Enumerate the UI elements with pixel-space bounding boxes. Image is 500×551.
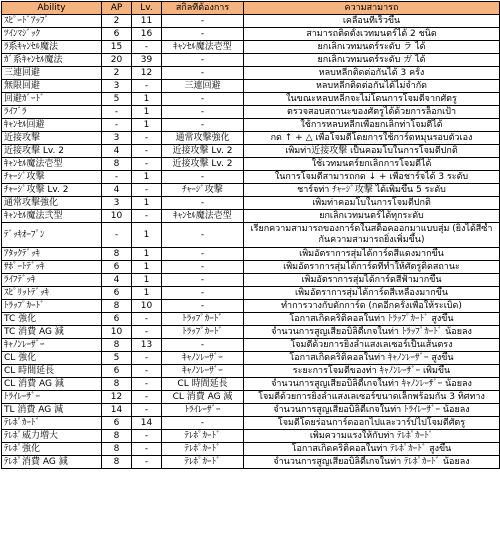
description-cell: เพิ่มความแรงให้กับท่า ﾃﾚﾎﾟｶｰﾄﾞ xyxy=(244,430,500,443)
description-cell: ในขณะหลบหลีกจะไม่โดนการโจมตีจากศัตรู xyxy=(244,93,500,106)
header-ability: Ability xyxy=(2,2,102,15)
level-cell: 16 xyxy=(132,28,162,41)
ability-table-container xyxy=(1,1,499,469)
required-skill-cell: ｷｬﾝｾﾙ魔法壱型 xyxy=(162,41,244,54)
level-cell: 14 xyxy=(132,417,162,430)
description-cell: ใช้เวทมนตร์ยกเลิกการโจมตีได้ xyxy=(244,158,500,171)
description-cell: โจมตีด้วยการยิงลำแสงเลเซอร์ขนาดเล็กพร้อมกัน 3 ทิศทาง xyxy=(244,391,500,404)
table-row xyxy=(2,313,500,326)
required-skill-cell: - xyxy=(162,287,244,300)
level-cell: 1 xyxy=(132,223,162,248)
table-header xyxy=(2,2,500,15)
ap-cell: 8 xyxy=(102,339,132,352)
level-cell: - xyxy=(132,352,162,365)
description-cell: จำนวนการสูญเสียอบิลิตี้เกจในท่า ﾄﾗｯﾌﾟｶｰﾄﾞ น้อยลง xyxy=(244,326,500,339)
ap-cell: - xyxy=(102,119,132,132)
ability-name-cell: ｶﾞ系ｷｬﾝｾﾙ魔法 xyxy=(2,54,102,67)
table-row xyxy=(2,287,500,300)
ap-cell: 2 xyxy=(102,15,132,28)
header-required-skill: สกิลที่ต้องการ xyxy=(162,2,244,15)
ability-name-cell: 三連回避 xyxy=(2,67,102,80)
description-cell: จำนวนการสูญเสียอบิลิตี้เกจในท่า ｷｬﾉﾝﾚｰｻﾞｰ น้อยลง xyxy=(244,378,500,391)
description-cell: ยกเลิกเวทมนตร์ได้ทุกระดับ xyxy=(244,210,500,223)
required-skill-cell: - xyxy=(162,67,244,80)
required-skill-cell: - xyxy=(162,106,244,119)
required-skill-cell: ﾃﾚﾎﾟｶｰﾄﾞ xyxy=(162,456,244,469)
required-skill-cell: - xyxy=(162,54,244,67)
table-row xyxy=(2,41,500,54)
table-row xyxy=(2,274,500,287)
level-cell: - xyxy=(132,365,162,378)
required-skill-cell: - xyxy=(162,417,244,430)
ap-cell: 6 xyxy=(102,287,132,300)
ap-cell: 6 xyxy=(102,28,132,41)
level-cell: 1 xyxy=(132,119,162,132)
level-cell: - xyxy=(132,404,162,417)
ap-cell: 3 xyxy=(102,197,132,210)
required-skill-cell: - xyxy=(162,171,244,184)
level-cell: - xyxy=(132,41,162,54)
ap-cell: 8 xyxy=(102,443,132,456)
ability-name-cell: ﾃﾚﾎﾟ消費 AG 減 xyxy=(2,456,102,469)
ap-cell: 3 xyxy=(102,132,132,145)
ap-cell: 6 xyxy=(102,417,132,430)
description-cell: เพิ่มท่าคอมโบในการโจมตีปกติ xyxy=(244,197,500,210)
required-skill-cell: ｷｬﾝｾﾙ魔法壱型 xyxy=(162,210,244,223)
description-cell: เพิ่มอัตราการสุ่มได้การ์ดสีฟ้ามากขึ้น xyxy=(244,274,500,287)
ability-name-cell: ｽﾋﾟｰﾄﾞｱｯﾌﾟ xyxy=(2,15,102,28)
level-cell: 39 xyxy=(132,54,162,67)
ability-name-cell: TC 強化 xyxy=(2,313,102,326)
required-skill-cell: - xyxy=(162,28,244,41)
level-cell: - xyxy=(132,326,162,339)
ability-name-cell: CL 時間延長 xyxy=(2,365,102,378)
ap-cell: 10 xyxy=(102,210,132,223)
description-cell: ยกเลิกเวทมนตร์ระดับ ラ ได้ xyxy=(244,41,500,54)
level-cell: - xyxy=(132,145,162,158)
table-row xyxy=(2,106,500,119)
description-cell: โอกาสเกิดคริติคอลในท่า ﾃﾚﾎﾟｶｰﾄﾞ สูงขึ้น xyxy=(244,443,500,456)
ap-cell: 2 xyxy=(102,67,132,80)
required-skill-cell: ﾄﾗｯﾌﾟｶｰﾄﾞ xyxy=(162,313,244,326)
description-cell: เรียกความสามารถของการ์ดในสต็อคออกมาแบบสุ่ม (ยิ่งได้สีซ้ำกันความสามารถยิ่งเพิ่มขึ้น) xyxy=(244,223,500,248)
table-body xyxy=(2,15,500,469)
header-row xyxy=(2,2,500,15)
required-skill-cell: 三連回避 xyxy=(162,80,244,93)
ap-cell: 4 xyxy=(102,184,132,197)
level-cell: 1 xyxy=(132,261,162,274)
required-skill-cell: - xyxy=(162,248,244,261)
level-cell: 1 xyxy=(132,106,162,119)
required-skill-cell: - xyxy=(162,261,244,274)
ap-cell: 6 xyxy=(102,365,132,378)
level-cell: 1 xyxy=(132,287,162,300)
ability-name-cell: TC 消費 AG 減 xyxy=(2,326,102,339)
required-skill-cell: ﾄﾗｯﾌﾟｶｰﾄﾞ xyxy=(162,326,244,339)
ap-cell: 8 xyxy=(102,430,132,443)
ap-cell: 8 xyxy=(102,300,132,313)
header-ability-description: ความสามารถ xyxy=(244,2,500,15)
required-skill-cell: CL 時間延長 xyxy=(162,378,244,391)
description-cell: ทำการวางกับดักการ์ด (กดอีกครั้งเพื่อให้ระเบิด) xyxy=(244,300,500,313)
ability-name-cell: ﾄﾗｯﾌﾟｶｰﾄﾞ xyxy=(2,300,102,313)
ability-name-cell: ﾗｲﾌﾞﾗ xyxy=(2,106,102,119)
ability-name-cell: ﾁｬｰｼﾞ攻撃 xyxy=(2,171,102,184)
description-cell: จำนวนการสูญเสียอบิลิตี้เกจในท่า ﾃﾚﾎﾟｶｰﾄﾞ น้อยลง xyxy=(244,456,500,469)
required-skill-cell: ｷｬﾉﾝﾚｰｻﾞｰ xyxy=(162,352,244,365)
ap-cell: - xyxy=(102,106,132,119)
table-row xyxy=(2,352,500,365)
required-skill-cell: ﾄﾗｲﾚｰｻﾞｰ xyxy=(162,404,244,417)
required-skill-cell: - xyxy=(162,223,244,248)
table-row xyxy=(2,132,500,145)
table-row xyxy=(2,80,500,93)
required-skill-cell: 近接攻撃 Lv. 2 xyxy=(162,145,244,158)
level-cell: - xyxy=(132,443,162,456)
level-cell: - xyxy=(132,456,162,469)
description-cell: หลบหลีกติดต่อกันได้ไม่จำกัด xyxy=(244,80,500,93)
ability-name-cell: 通常攻撃強化 xyxy=(2,197,102,210)
level-cell: 1 xyxy=(132,248,162,261)
level-cell: - xyxy=(132,391,162,404)
table-row xyxy=(2,119,500,132)
table-row xyxy=(2,28,500,41)
table-row xyxy=(2,210,500,223)
description-cell: หลบหลีกติดต่อกันได้ 3 ครั้ง xyxy=(244,67,500,80)
ap-cell: 4 xyxy=(102,274,132,287)
ap-cell: 3 xyxy=(102,80,132,93)
required-skill-cell: ﾃﾚﾎﾟｶｰﾄﾞ xyxy=(162,443,244,456)
ap-cell: 8 xyxy=(102,158,132,171)
ap-cell: 10 xyxy=(102,326,132,339)
ability-name-cell: ｽﾋﾟﾘｯﾄﾃﾞｯｷ xyxy=(2,287,102,300)
ability-name-cell: 近接攻撃 Lv. 2 xyxy=(2,145,102,158)
table-row xyxy=(2,197,500,210)
description-cell: เพิ่มอัตราการสุ่มได้การ์ดสีแดงมากขึ้น xyxy=(244,248,500,261)
required-skill-cell: ｷｬﾉﾝﾚｰｻﾞｰ xyxy=(162,365,244,378)
description-cell: โจมตีโดยร่อนการ์ดออกไปและวาร์ปไปโจมตีศัตรู xyxy=(244,417,500,430)
level-cell: 1 xyxy=(132,93,162,106)
table-row xyxy=(2,54,500,67)
description-cell: เพิ่มท่า近接攻撃 เป็นคอมโบในการโจมตีปกติ xyxy=(244,145,500,158)
level-cell: - xyxy=(132,430,162,443)
table-row xyxy=(2,404,500,417)
description-cell: เคลื่อนที่เร็วขึ้น xyxy=(244,15,500,28)
required-skill-cell: 近接攻撃 Lv. 2 xyxy=(162,158,244,171)
header-ap: AP xyxy=(102,2,132,15)
required-skill-cell: - xyxy=(162,274,244,287)
table-row xyxy=(2,417,500,430)
ability-name-cell: ｷｬﾉﾝﾚｰｻﾞｰ xyxy=(2,339,102,352)
description-cell: ใช้การหลบหลีกเพื่อยกเลิกท่าโจมตีได้ xyxy=(244,119,500,132)
ability-name-cell: TL 消費 AG 減 xyxy=(2,404,102,417)
ability-name-cell: ｷｬﾝｾﾙ回避 xyxy=(2,119,102,132)
ability-name-cell: CL 消費 AG 減 xyxy=(2,378,102,391)
ability-table xyxy=(1,1,500,469)
required-skill-cell: 通常攻撃強化 xyxy=(162,132,244,145)
level-cell: 11 xyxy=(132,15,162,28)
table-row xyxy=(2,430,500,443)
description-cell: ชาร์จท่า ﾁｬｰｼﾞ攻撃 ได้เพิ่มขึ้น 5 ระดับ xyxy=(244,184,500,197)
level-cell: - xyxy=(132,158,162,171)
ability-name-cell: ﾃﾚﾎﾟ強化 xyxy=(2,443,102,456)
table-row xyxy=(2,15,500,28)
ap-cell: 8 xyxy=(102,378,132,391)
level-cell: 1 xyxy=(132,197,162,210)
ap-cell: 5 xyxy=(102,93,132,106)
level-cell: 12 xyxy=(132,67,162,80)
level-cell: 13 xyxy=(132,339,162,352)
table-row xyxy=(2,223,500,248)
table-row xyxy=(2,145,500,158)
description-cell: จำนวนการสูญเสียอบิลิตี้เกจในท่า ﾄﾗｲﾚｰｻﾞｰ น้อยลง xyxy=(244,404,500,417)
required-skill-cell: - xyxy=(162,197,244,210)
ap-cell: 8 xyxy=(102,456,132,469)
description-cell: สามารถติดตั้งเวทมนตร์ได้ 2 ชนิด xyxy=(244,28,500,41)
required-skill-cell: - xyxy=(162,93,244,106)
required-skill-cell: - xyxy=(162,15,244,28)
description-cell: เพิ่มอัตราการสุ่มได้การ์ดสีเหลืองมากขึ้น xyxy=(244,287,500,300)
ability-name-cell: ｻﾎﾟｰﾄﾃﾞｯｷ xyxy=(2,261,102,274)
ap-cell: 14 xyxy=(102,404,132,417)
ap-cell: - xyxy=(102,223,132,248)
description-cell: ยกเลิกเวทมนตร์ระดับ ガ ได้ xyxy=(244,54,500,67)
ap-cell: 12 xyxy=(102,391,132,404)
ap-cell: 15 xyxy=(102,41,132,54)
table-row xyxy=(2,184,500,197)
ap-cell: - xyxy=(102,171,132,184)
ability-name-cell: ｷｬﾝｾﾙ魔法弐型 xyxy=(2,210,102,223)
description-cell: เพิ่มอัตราการสุ่มได้การ์ดที่ทำให้ศัตรูติดสถานะ xyxy=(244,261,500,274)
ap-cell: 6 xyxy=(102,313,132,326)
table-row xyxy=(2,326,500,339)
ability-name-cell: ﾂｲﾝﾏｼﾞｯｸ xyxy=(2,28,102,41)
ap-cell: 8 xyxy=(102,248,132,261)
ability-name-cell: ﾃﾚﾎﾟ威力増大 xyxy=(2,430,102,443)
level-cell: - xyxy=(132,80,162,93)
description-cell: ระยะการโจมตีของท่า ｷｬﾉﾝﾚｰｻﾞｰ เพิ่มขึ้น xyxy=(244,365,500,378)
level-cell: - xyxy=(132,378,162,391)
level-cell: 1 xyxy=(132,274,162,287)
ability-name-cell: ｱﾀｯｸﾃﾞｯｷ xyxy=(2,248,102,261)
table-row xyxy=(2,248,500,261)
ability-name-cell: ﾁｬｰｼﾞ攻撃 Lv. 2 xyxy=(2,184,102,197)
table-row xyxy=(2,158,500,171)
ability-name-cell: ｷｬﾝｾﾙ魔法壱型 xyxy=(2,158,102,171)
ability-name-cell: CL 強化 xyxy=(2,352,102,365)
level-cell: - xyxy=(132,132,162,145)
ability-name-cell: ﾗｲﾌﾃﾞｯｷ xyxy=(2,274,102,287)
level-cell: - xyxy=(132,184,162,197)
table-row xyxy=(2,171,500,184)
table-row xyxy=(2,339,500,352)
table-row xyxy=(2,261,500,274)
required-skill-cell: ﾁｬｰｼﾞ攻撃 xyxy=(162,184,244,197)
table-row xyxy=(2,67,500,80)
table-row xyxy=(2,365,500,378)
table-row xyxy=(2,456,500,469)
required-skill-cell: CL 消費 AG 減 xyxy=(162,391,244,404)
ability-name-cell: 近接攻撃 xyxy=(2,132,102,145)
description-cell: ในการโจมตีสามารถกด ↓ + เพื่อชาร์จได้ 3 ระดับ xyxy=(244,171,500,184)
ability-name-cell: ﾃﾞｯｷｵｰﾌﾟﾝ xyxy=(2,223,102,248)
description-cell: ตรวจสอบสถานะของศัตรูได้ด้วยการล็อกเป้า xyxy=(244,106,500,119)
ability-name-cell: ﾃﾚﾎﾟｶｰﾄﾞ xyxy=(2,417,102,430)
ap-cell: 5 xyxy=(102,352,132,365)
table-row xyxy=(2,300,500,313)
required-skill-cell: - xyxy=(162,339,244,352)
description-cell: โจมตีด้วยการยิงลำแสงเลเซอร์เป็นเส้นตรง xyxy=(244,339,500,352)
description-cell: กด ↑ + △ เพื่อโจมตีโดยการใช้การ์ดหมุนรอบตัวเอง xyxy=(244,132,500,145)
table-row xyxy=(2,443,500,456)
header-level: Lv. xyxy=(132,2,162,15)
ap-cell: 20 xyxy=(102,54,132,67)
table-row xyxy=(2,378,500,391)
table-row xyxy=(2,391,500,404)
required-skill-cell: ﾃﾚﾎﾟｶｰﾄﾞ xyxy=(162,430,244,443)
table-row xyxy=(2,93,500,106)
ability-name-cell: ﾗ系ｷｬﾝｾﾙ魔法 xyxy=(2,41,102,54)
required-skill-cell: - xyxy=(162,119,244,132)
required-skill-cell: - xyxy=(162,300,244,313)
level-cell: - xyxy=(132,313,162,326)
level-cell: 1 xyxy=(132,171,162,184)
level-cell: - xyxy=(132,210,162,223)
description-cell: โอกาสเกิดคริติคอลในท่า ｷｬﾉﾝﾚｰｻﾞｰ สูงขึ้น xyxy=(244,352,500,365)
level-cell: 10 xyxy=(132,300,162,313)
ability-name-cell: ﾄﾗｲﾚｰｻﾞｰ xyxy=(2,391,102,404)
ap-cell: 4 xyxy=(102,145,132,158)
ap-cell: 6 xyxy=(102,261,132,274)
ability-name-cell: 無限回避 xyxy=(2,80,102,93)
description-cell: โอกาสเกิดคริติคอลในท่า ﾄﾗｯﾌﾟｶｰﾄﾞ สูงขึ้น xyxy=(244,313,500,326)
ability-name-cell: 回避ｶﾞｰﾄﾞ xyxy=(2,93,102,106)
